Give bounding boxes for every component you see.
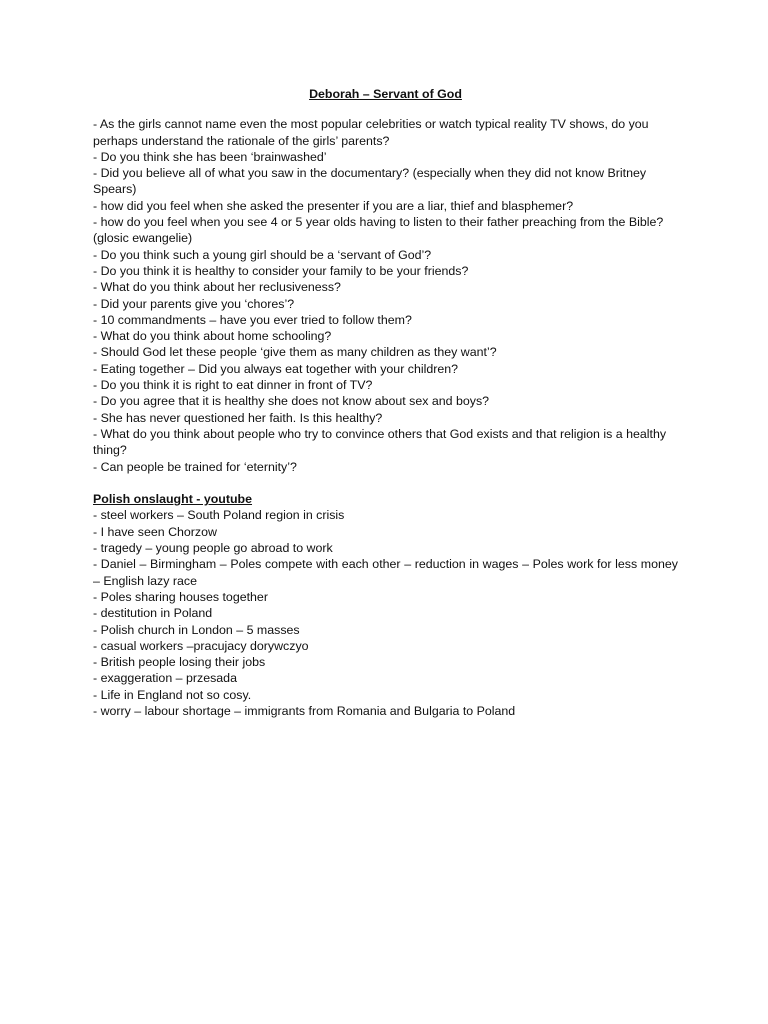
question-line: - 10 commandments – have you ever tried to follow them? (93, 312, 412, 327)
question-line: - Did your parents give you ‘chores’? (93, 296, 295, 311)
question-line: - Eating together – Did you always eat together with your children? (93, 361, 459, 376)
document-title: Deborah – Servant of God (309, 87, 462, 101)
note-line: - Poles sharing houses together (93, 589, 268, 604)
question-line: - Do you think she has been ‘brainwashed’ (93, 149, 327, 164)
section-heading: Polish onslaught - youtube (93, 492, 253, 507)
note-line: - Life in England not so cosy. (93, 687, 252, 702)
notes-section (93, 491, 678, 719)
note-line: - Polish church in London – 5 masses (93, 622, 300, 637)
note-line: - tragedy – young people go abroad to work (93, 541, 333, 556)
question-line: - As the girls cannot name even the most popular celebrities or watch typical reality TV shows, do you perhaps understand the rationale of the girls’ parents? (93, 117, 649, 148)
note-line: - Daniel – Birmingham – Poles compete with each other – reduction in wages – Poles work for less money – English lazy race (93, 557, 678, 588)
note-line: - exaggeration – przesada (93, 671, 237, 686)
document-page (93, 86, 678, 719)
note-line: - British people losing their jobs (93, 655, 266, 670)
question-line: - What do you think about home schooling? (93, 329, 332, 344)
question-line: - She has never questioned her faith. Is this healthy? (93, 410, 383, 425)
note-line: - I have seen Chorzow (93, 524, 217, 539)
question-line: - Do you think it is right to eat dinner in front of TV? (93, 378, 373, 393)
discussion-questions-section (93, 116, 678, 475)
question-line: - Do you think such a young girl should be a ‘servant of God’? (93, 247, 432, 262)
question-line: - how do you feel when you see 4 or 5 year olds having to listen to their father preaching from the Bible? (glosic ewangelie) (93, 215, 664, 246)
note-line: - worry – labour shortage – immigrants from Romania and Bulgaria to Poland (93, 703, 516, 718)
question-line: - What do you think about her reclusiveness? (93, 280, 341, 295)
question-line: - Do you agree that it is healthy she does not know about sex and boys? (93, 394, 490, 409)
question-line: - Did you believe all of what you saw in the documentary? (especially when they did not know Britney Spears) (93, 166, 647, 197)
note-line: - destitution in Poland (93, 606, 213, 621)
note-line: - steel workers – South Poland region in crisis (93, 508, 345, 523)
paragraph-spacer (93, 475, 678, 491)
question-line: - Should God let these people ‘give them as many children as they want’? (93, 345, 497, 360)
note-line: - casual workers –pracujacy dorywczyo (93, 638, 309, 653)
question-line: - Can people be trained for ‘eternity’? (93, 459, 297, 474)
question-line: - Do you think it is healthy to consider your family to be your friends? (93, 263, 469, 278)
question-line: - What do you think about people who try to convince others that God exists and that religion is a healthy thing? (93, 426, 667, 458)
question-line: - how did you feel when she asked the presenter if you are a liar, thief and blasphemer? (93, 198, 574, 213)
